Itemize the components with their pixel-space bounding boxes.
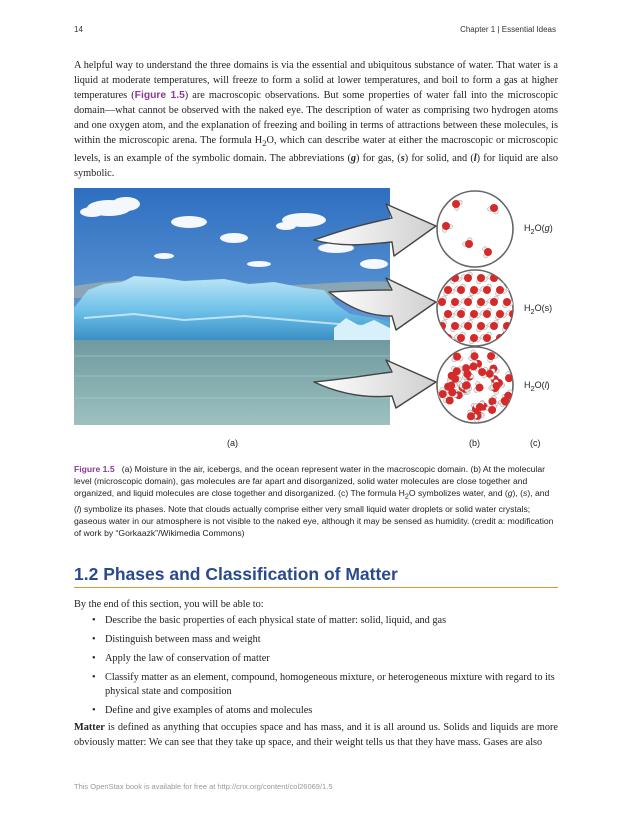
page-number: 14 xyxy=(74,25,83,34)
molecule-circle-gas xyxy=(437,190,513,267)
objective-item: • Apply the law of conservation of matter xyxy=(105,652,558,666)
objective-item: • Describe the basic properties of each physical state of matter: solid, liquid, and gas xyxy=(105,614,558,628)
water-molecule xyxy=(507,332,518,342)
label-h2o-solid: $H_2O(s)$ xyxy=(524,303,553,316)
molecule-circle-liquid xyxy=(436,347,515,423)
intro-paragraph: A helpful way to understand the three domains is via the essential and ubiquitous substance of water. That water is a liquid at moderate temperatures, will freeze to form a solid at lower temperatures, and boil to form a gas at higher temperatures (Figure 1.5) are macroscopic observations. But some properties of water fall into the microscopic domain—what cannot be observed with the naked eye. The description of water as comprising two hydrogen atoms and one oxygen atom, and the explanation of freezing and boiling in terms of attractions between these molecules, is within the microscopic arena. The formula $H_2O$, which can describe water at either the macroscopic or microscopic levels, is an example of the symbolic domain. The abbreviations (g) for gas, (s) for solid, and (l) for liquid are also symbolic. xyxy=(74,60,558,180)
figure-1-5-graphic xyxy=(74,186,558,432)
objectives-intro: By the end of this section, you will be able to: xyxy=(74,599,264,610)
water-molecule xyxy=(499,190,510,200)
label-h2o-liquid: $H_2O(l)$ xyxy=(524,380,550,393)
matter-term: Matter xyxy=(74,722,105,733)
label-h2o-gas: $H_2O(g)$ xyxy=(524,223,553,236)
water-molecule xyxy=(436,272,447,282)
water-molecule xyxy=(505,372,516,382)
subfigure-label-a: (a) xyxy=(227,438,238,448)
section-divider xyxy=(74,587,558,588)
objective-item: • Distinguish between mass and weight xyxy=(105,633,558,647)
learning-objectives-list xyxy=(74,614,558,723)
subfigure-label-b: (b) xyxy=(469,438,480,448)
objective-item: • Classify matter as an element, compound, homogeneous mixture, or heterogeneous mixture with regard to its physical state and composition xyxy=(105,671,558,699)
matter-paragraph: Matter is defined as anything that occupies space and has mass, and it is all around us. Solids and liquids are more obviously matter: We can see that they take up space, and their weight tells us that they have mass. Gases are also xyxy=(74,722,558,748)
footer-credit: This OpenStax book is available for free at http://cnx.org/content/col26069/1.5 xyxy=(74,782,333,791)
chapter-header: Chapter 1 | Essential Ideas xyxy=(460,25,556,34)
objective-item: • Define and give examples of atoms and molecules xyxy=(105,704,558,718)
water-molecule xyxy=(503,274,514,284)
figure-reference-link[interactable]: Figure 1.5 xyxy=(134,90,185,101)
subfigure-label-c: (c) xyxy=(530,438,541,448)
figure-caption: Figure 1.5 (a) Moisture in the air, icebergs, and the ocean represent water in the macroscopic domain. (b) At the molecular level (microscopic domain), gas molecules are far apart and disorganized, solid water molecules are close together and organized, and liquid molecules are close together and disorganized. (c) The formula $H_2O$ symbolizes water, and (g), (s), and (l) symbolize its phases. Note that clouds actually comprise either very small liquid water droplets or solid water crystals; gaseous water in our atmosphere is not visible to the naked eye, although it may be sensed as humidity. (credit a: modification of work by “Gorkaazk”/Wikimedia Commons) xyxy=(74,464,554,538)
figure-label: Figure 1.5 xyxy=(74,464,115,474)
section-title: 1.2 Phases and Classification of Matter xyxy=(74,564,398,584)
molecule-circle-solid xyxy=(436,270,518,346)
